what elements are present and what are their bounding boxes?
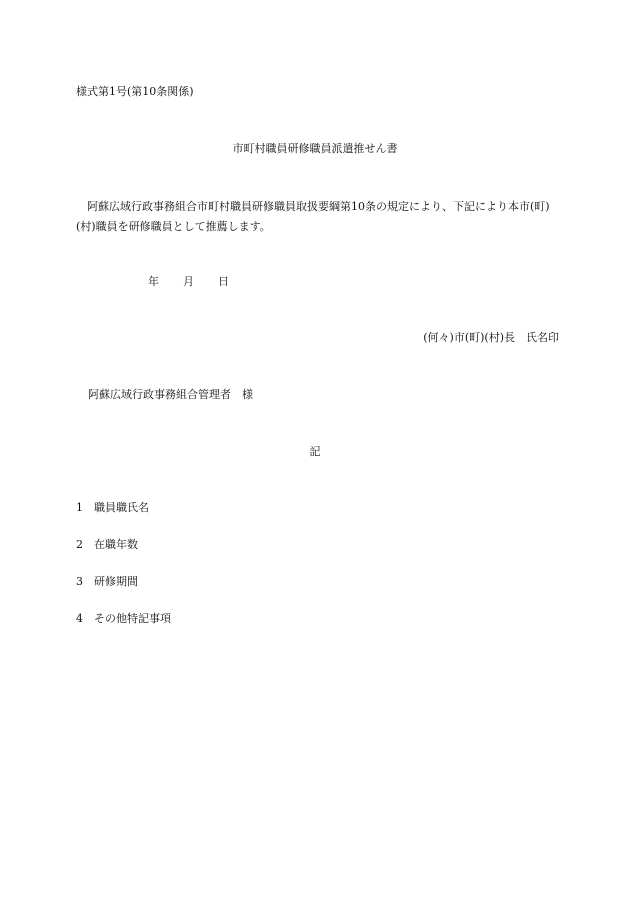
form-number-label: 様式第1号(第10条関係) — [76, 85, 194, 98]
addressee-line: 阿蘇広域行政事務組合管理者 様 — [88, 388, 253, 401]
ki-heading: 記 — [309, 445, 321, 458]
sender-line: (何々)市(町)(村)長 氏名印 — [423, 331, 559, 344]
body-paragraph: 阿蘇広域行政事務組合市町村職員研修職員取扱要綱第10条の規定により、下記により本市(町)(村)職員を研修職員として推薦します。 — [76, 200, 550, 233]
item-label: その他特記事項 — [94, 612, 171, 625]
item-label: 研修期間 — [94, 575, 138, 588]
list-item — [76, 499, 149, 517]
date-day: 日 — [218, 275, 229, 288]
date-month: 月 — [183, 275, 194, 288]
date-year: 年 — [148, 275, 159, 288]
item-label: 在職年数 — [94, 538, 138, 551]
list-item — [76, 610, 171, 628]
item-label: 職員職氏名 — [94, 501, 149, 514]
list-item — [76, 536, 138, 554]
list-item — [76, 573, 138, 591]
item-number: 4 — [76, 612, 83, 625]
date-line — [148, 273, 229, 291]
item-number: 2 — [76, 538, 83, 551]
item-number: 3 — [76, 575, 83, 588]
document-title: 市町村職員研修職員派遣推せん書 — [232, 142, 398, 155]
item-number: 1 — [76, 501, 83, 514]
